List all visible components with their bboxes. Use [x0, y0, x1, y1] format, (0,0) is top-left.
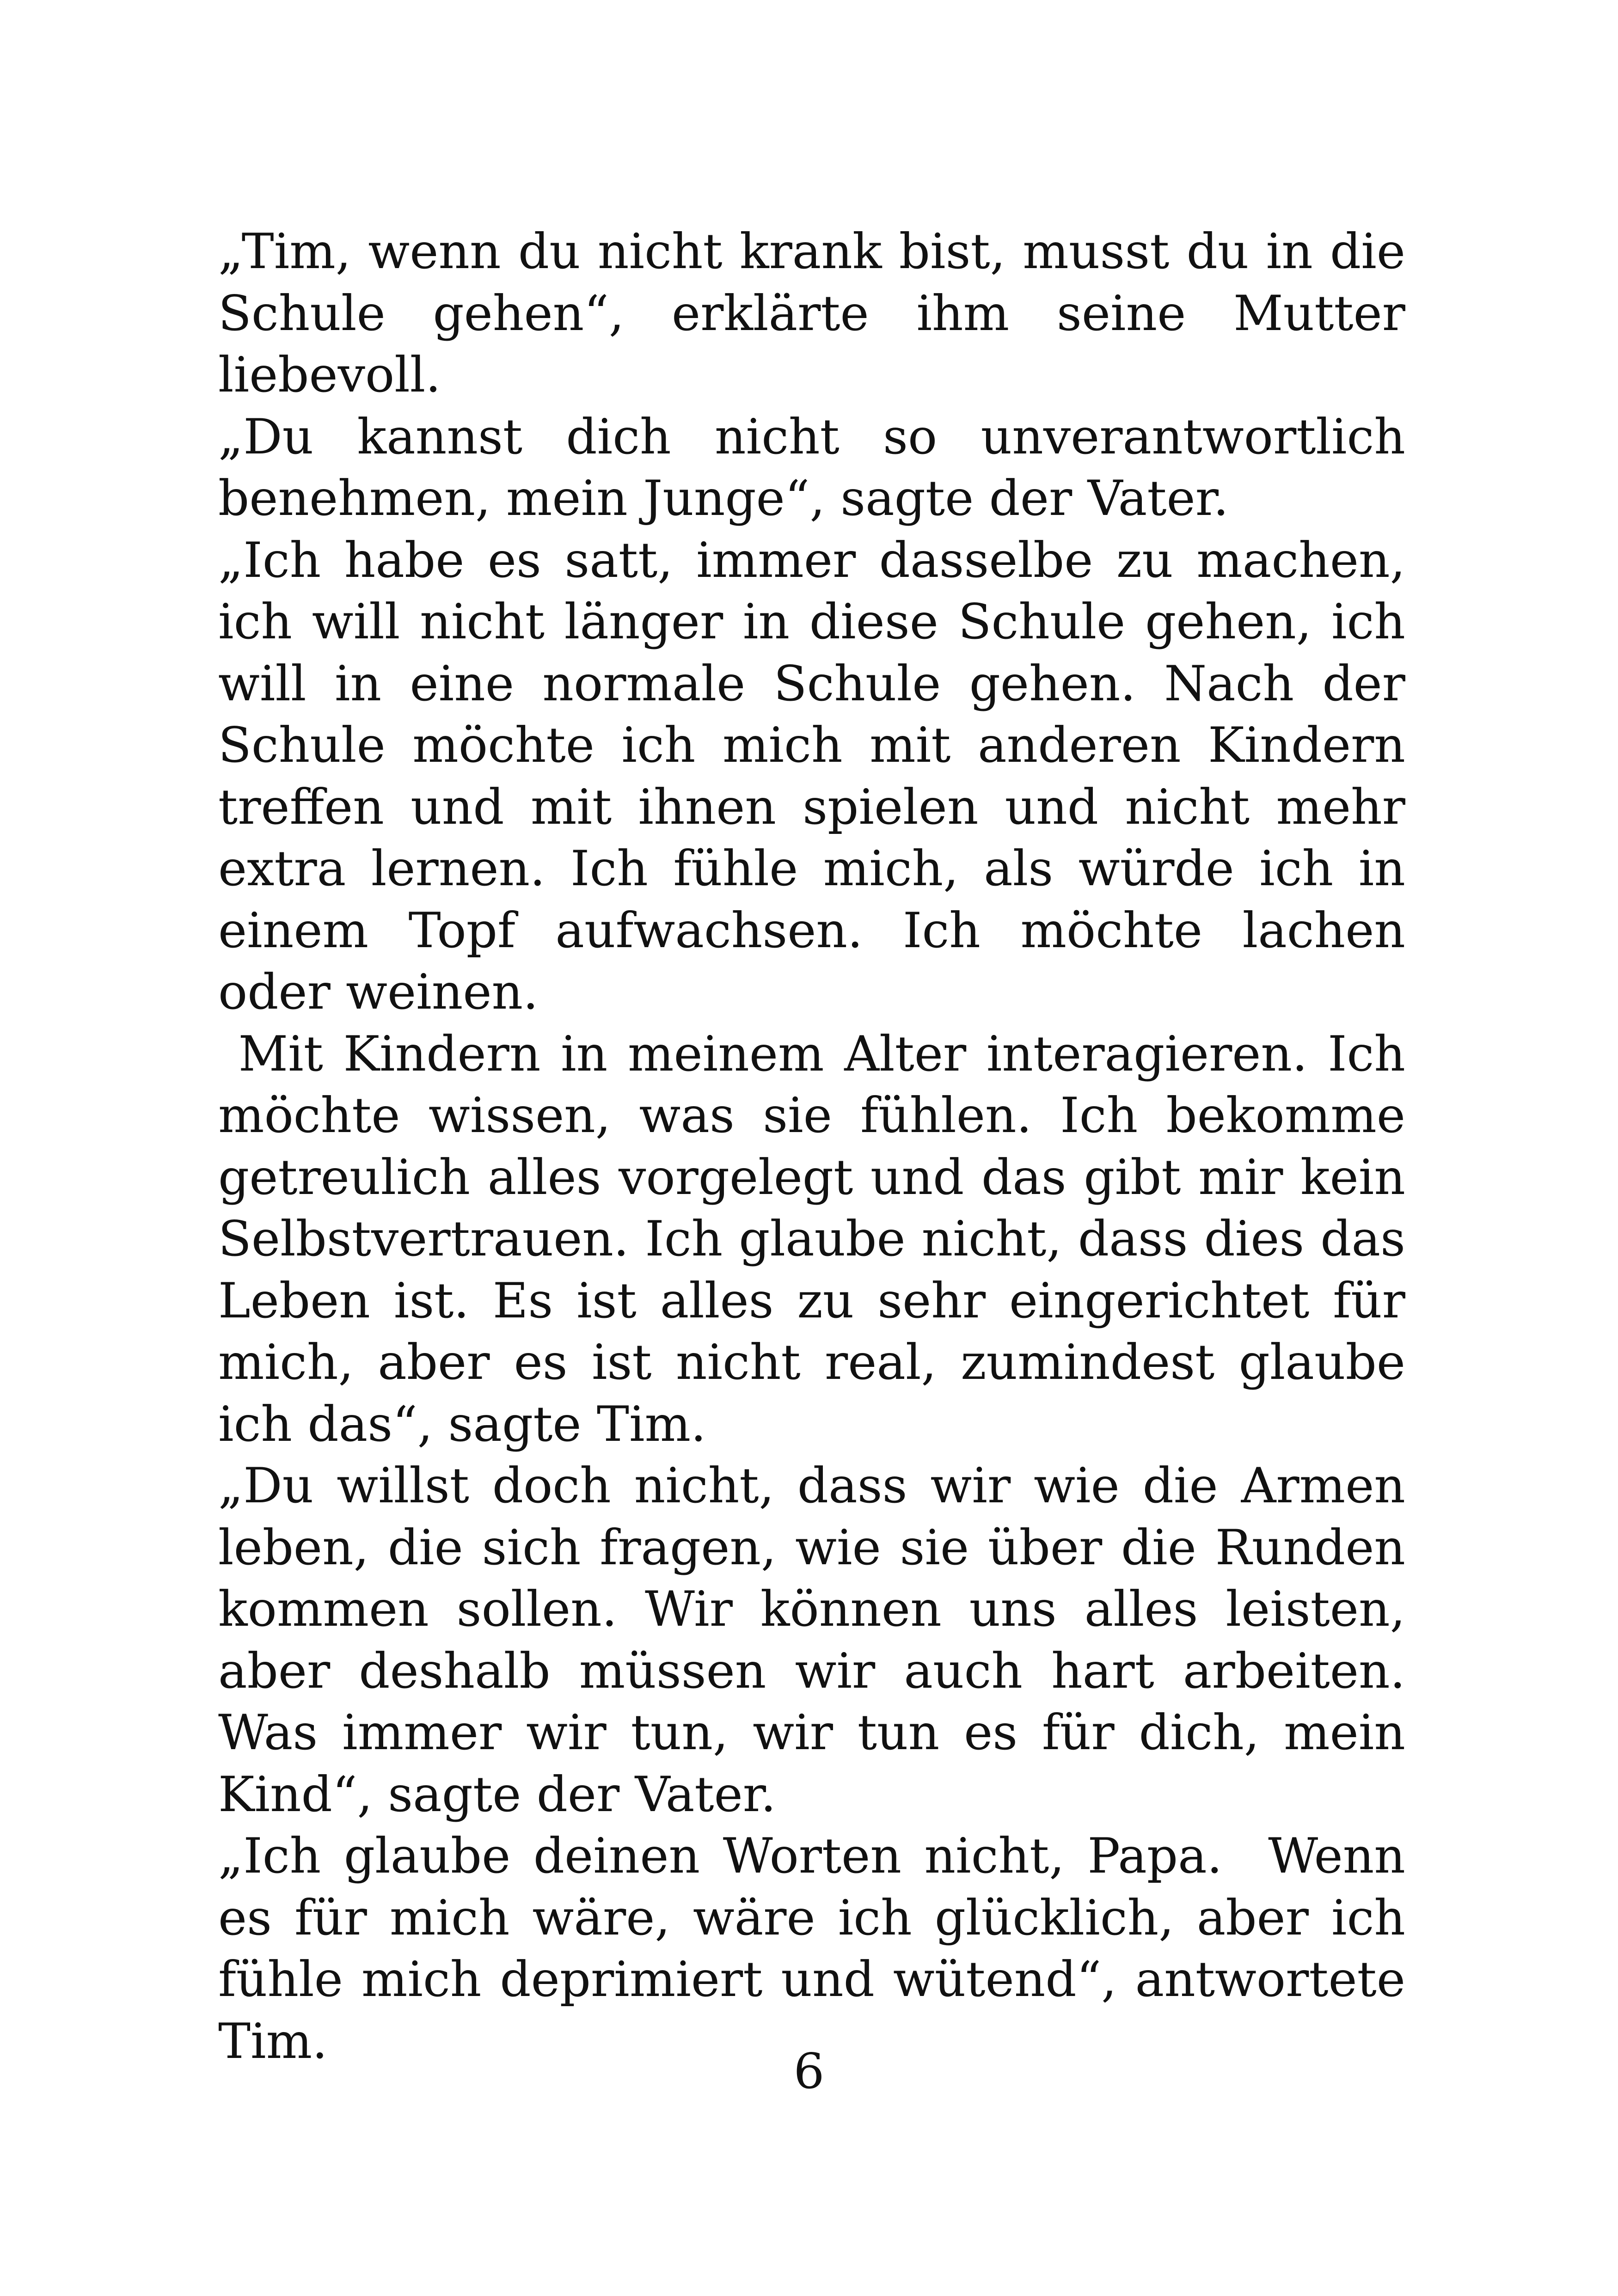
paragraph-2: „Du kannst dich nicht so unverantwortlich benehmen, mein Junge“, sagte der Vater. — [218, 408, 1421, 527]
paragraph-6: „Ich glaube deinen Worten nicht, Papa. Wenn es für mich wäre, wäre ich glücklich, aber ich fühle mich deprimiert und wütend“, antwortete Tim. — [218, 1828, 1421, 2069]
paragraph-4: Mit Kindern in meinem Alter interagieren. Ich möchte wissen, was sie fühlen. Ich bekomme getreulich alles vorgelegt und das gibt mir kein Selbstvertrauen. Ich glaube nicht, dass dies das Leben ist. Es ist alles zu sehr eingerichtet für mich, aber es ist nicht real, zumindest glaube ich das“, sagte Tim. — [218, 1025, 1421, 1452]
paragraph-1: „Tim, wenn du nicht krank bist, musst du in die Schule gehen“, erklärte ihm seine Mutter liebevoll. — [218, 223, 1421, 403]
paragraph-3: „Ich habe es satt, immer dasselbe zu machen, ich will nicht länger in diese Schule gehen, ich will in eine normale Schule gehen. Nach der Schule möchte ich mich mit anderen Kindern treffen und mit ihnen spielen und nicht mehr extra lernen. Ich fühle mich, als würde ich in einem Topf aufwachsen. Ich möchte lachen oder weinen. — [218, 532, 1421, 1020]
page-number: 6 — [793, 2043, 825, 2100]
paragraph-5: „Du willst doch nicht, dass wir wie die Armen leben, die sich fragen, wie sie über die Runden kommen sollen. Wir können uns alles leisten, aber deshalb müssen wir auch hart arbeiten. Was immer wir tun, wir tun es für dich, mein Kind“, sagte der Vater. — [218, 1457, 1421, 1823]
body-text — [218, 221, 1421, 2072]
